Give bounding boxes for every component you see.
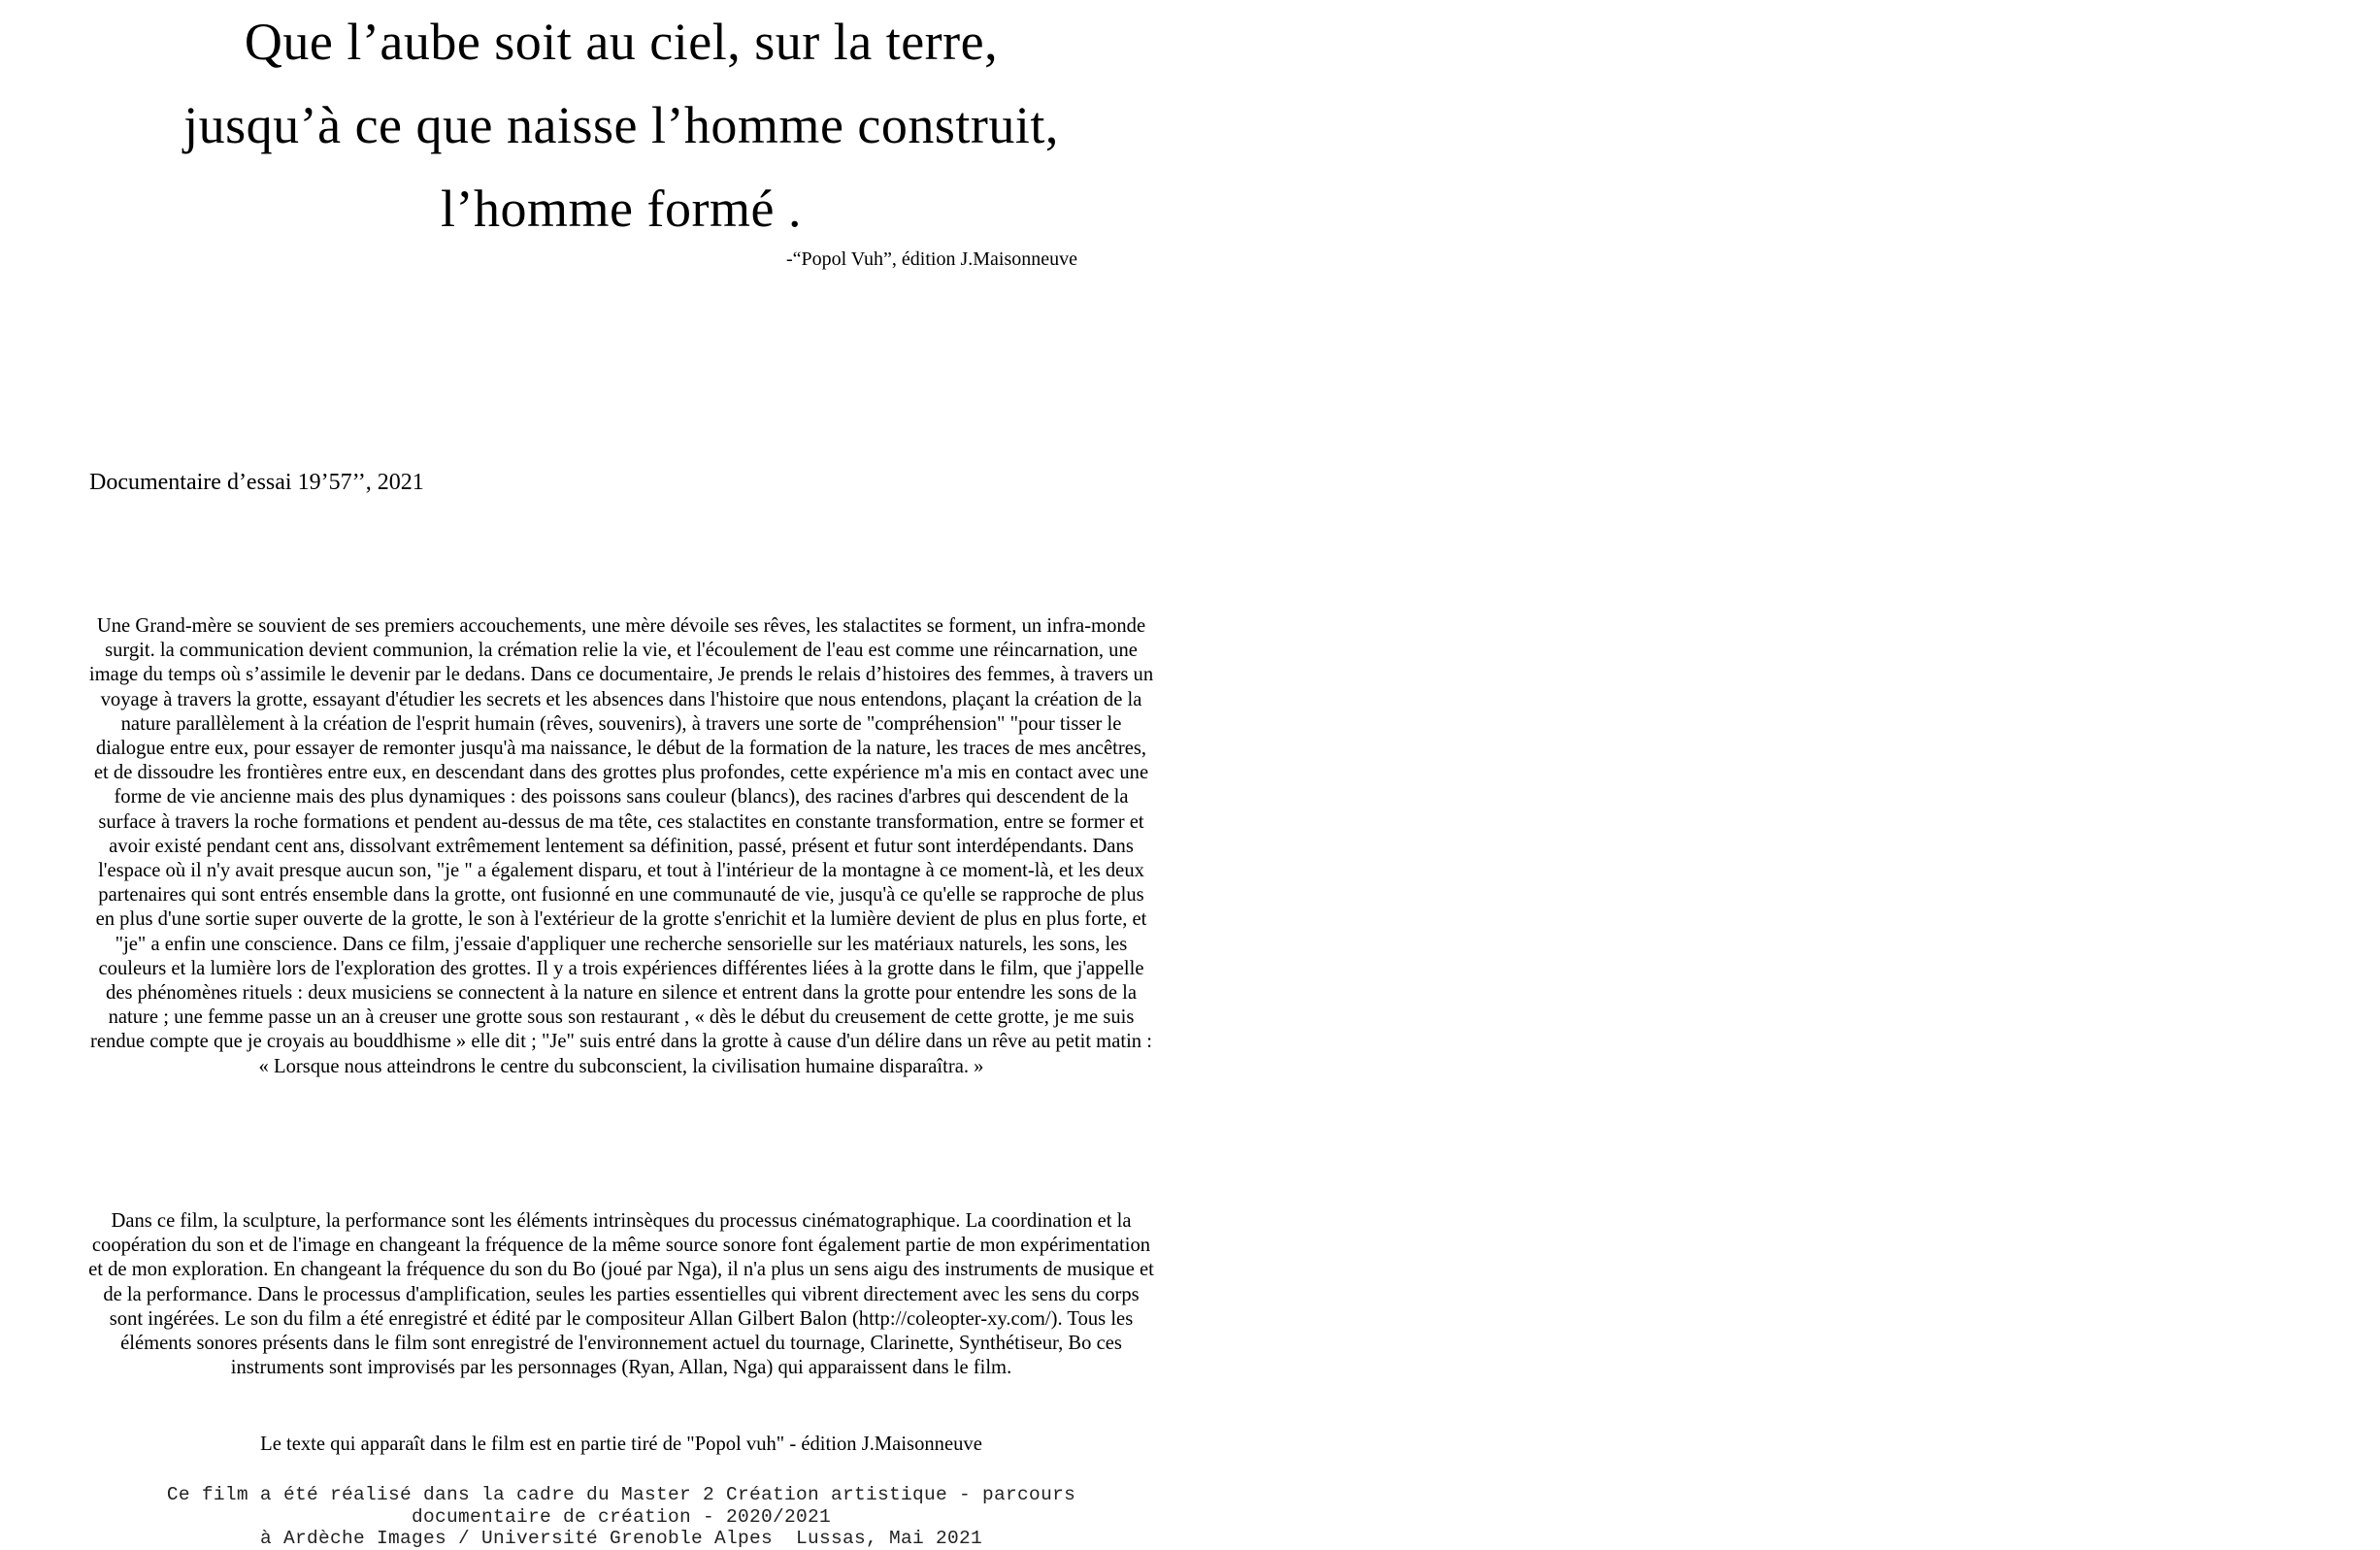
epigraph-source: -“Popol Vuh”, édition J.Maisonneuve — [785, 248, 1077, 270]
epigraph-line-3: l’homme formé . — [441, 180, 802, 238]
credits-line-1: Ce film a été réalisé dans la cadre du Master 2 Création artistique - parcours — [166, 1484, 1076, 1505]
documentary-title: Documentaire d’essai 19’57’’, 2021 — [89, 470, 424, 495]
epigraph-line-2: jusqu’à ce que naisse l’homme construit, — [183, 96, 1059, 154]
sound-paragraph: Dans ce film, la sculpture, la performance sont les éléments intrinsèques du processus cinématographique. La coordination et la coopération du son et de l'image en changeant la fréquence de la même source sonore font également partie de mon expérimentation et de mon exploration. En changeant la fréquence du son du Bo (joué par Nga), il n'a plus un sens aigu des instruments de musique et de la performance. Dans le processus d'amplification, seules les parties essentielles qui vibrent directement avec les sens du corps sont ingérées. Le son du film a été enregistré et édité par le compositeur Allan Gilbert Balon (http://coleopter-xy.com/). Tous les éléments sonores présents dans le film sont enregistré de l'environnement actuel du tournage, Clarinette, Synthétiseur, Bo ces instruments sont improvisés par les personnages (Ryan, Allan, Nga) qui apparaissent dans le film. — [88, 1210, 1154, 1379]
text-source-note: Le texte qui apparaît dans le film est en partie tiré de "Popol vuh" - édition J.Maisonneuve — [260, 1434, 982, 1455]
credits — [87, 1484, 1155, 1550]
epigraph — [87, 0, 1155, 250]
credits-line-3: à Ardèche Images / Université Grenoble Alpes Lussas, Mai 2021 — [259, 1528, 983, 1549]
credits-line-2: documentaire de création - 2020/2021 — [411, 1505, 832, 1528]
epigraph-line-1: Que l’aube soit au ciel, sur la terre, — [244, 13, 999, 71]
synopsis-paragraph: Une Grand-mère se souvient de ses premiers accouchements, une mère dévoile ses rêves, les stalactites se forment, un infra-monde surgit. la communication devient communion, la crémation relie la vie, et l'écoulement de l'eau est comme une réincarnation, une image du temps où s’assimile le devenir par le dedans. Dans ce documentaire, Je prends le relais d’histoires des femmes, à travers un voyage à travers la grotte, essayant d'étudier les secrets et les absences dans l'histoire que nous entendons, plaçant la création de la nature parallèlement à la création de l'esprit humain (rêves, souvenirs), à travers une sorte de "compréhension" "pour tisser le dialogue entre eux, pour essayer de remonter jusqu'à ma naissance, le début de la formation de la nature, les traces de mes ancêtres, et de dissoudre les frontières entre eux, en descendant dans des grottes plus profondes, cette expérience m'a mis en contact avec une forme de vie ancienne mais des plus dynamiques : des poissons sans couleur (blancs), des racines d'arbres qui descendent de la surface à travers la roche formations et pendent au-dessus de ma tête, ces stalactites en constante transformation, entre se former et avoir existé pendant cent ans, dissolvant extrêmement lentement sa définition, passé, présent et futur sont interdépendants. Dans l'espace où il n'y avait presque aucun son, "je " a également disparu, et tout à l'intérieur de la montagne à ce moment-là, et les deux partenaires qui sont entrés ensemble dans la grotte, ont fusionné en une communauté de vie, jusqu'à ce qu'elle se rapproche de plus en plus d'une sortie super ouverte de la grotte, le son à l'extérieur de la grotte s'enrichit et la lumière devient de plus en plus forte, et "je" a enfin une conscience. Dans ce film, j'essaie d'appliquer une recherche sensorielle sur les matériaux naturels, les sons, les couleurs et la lumière lors de l'exploration des grottes. Il y a trois expériences différentes liées à la grotte dans le film, que j'appelle des phénomènes rituels : deux musiciens se connectent à la nature en silence et entrent dans la grotte pour entendre les sons de la nature ; une femme passe un an à creuser une grotte sous son restaurant , « dès le début du creusement de cette grotte, je me suis rendue compte que je croyais au bouddhisme » elle dit ; "Je" suis entré dans la grotte à cause d'un délire dans un rêve au petit matin : « Lorsque nous atteindrons le centre du subconscient, la civilisation humaine disparaîtra. » — [88, 615, 1154, 1077]
